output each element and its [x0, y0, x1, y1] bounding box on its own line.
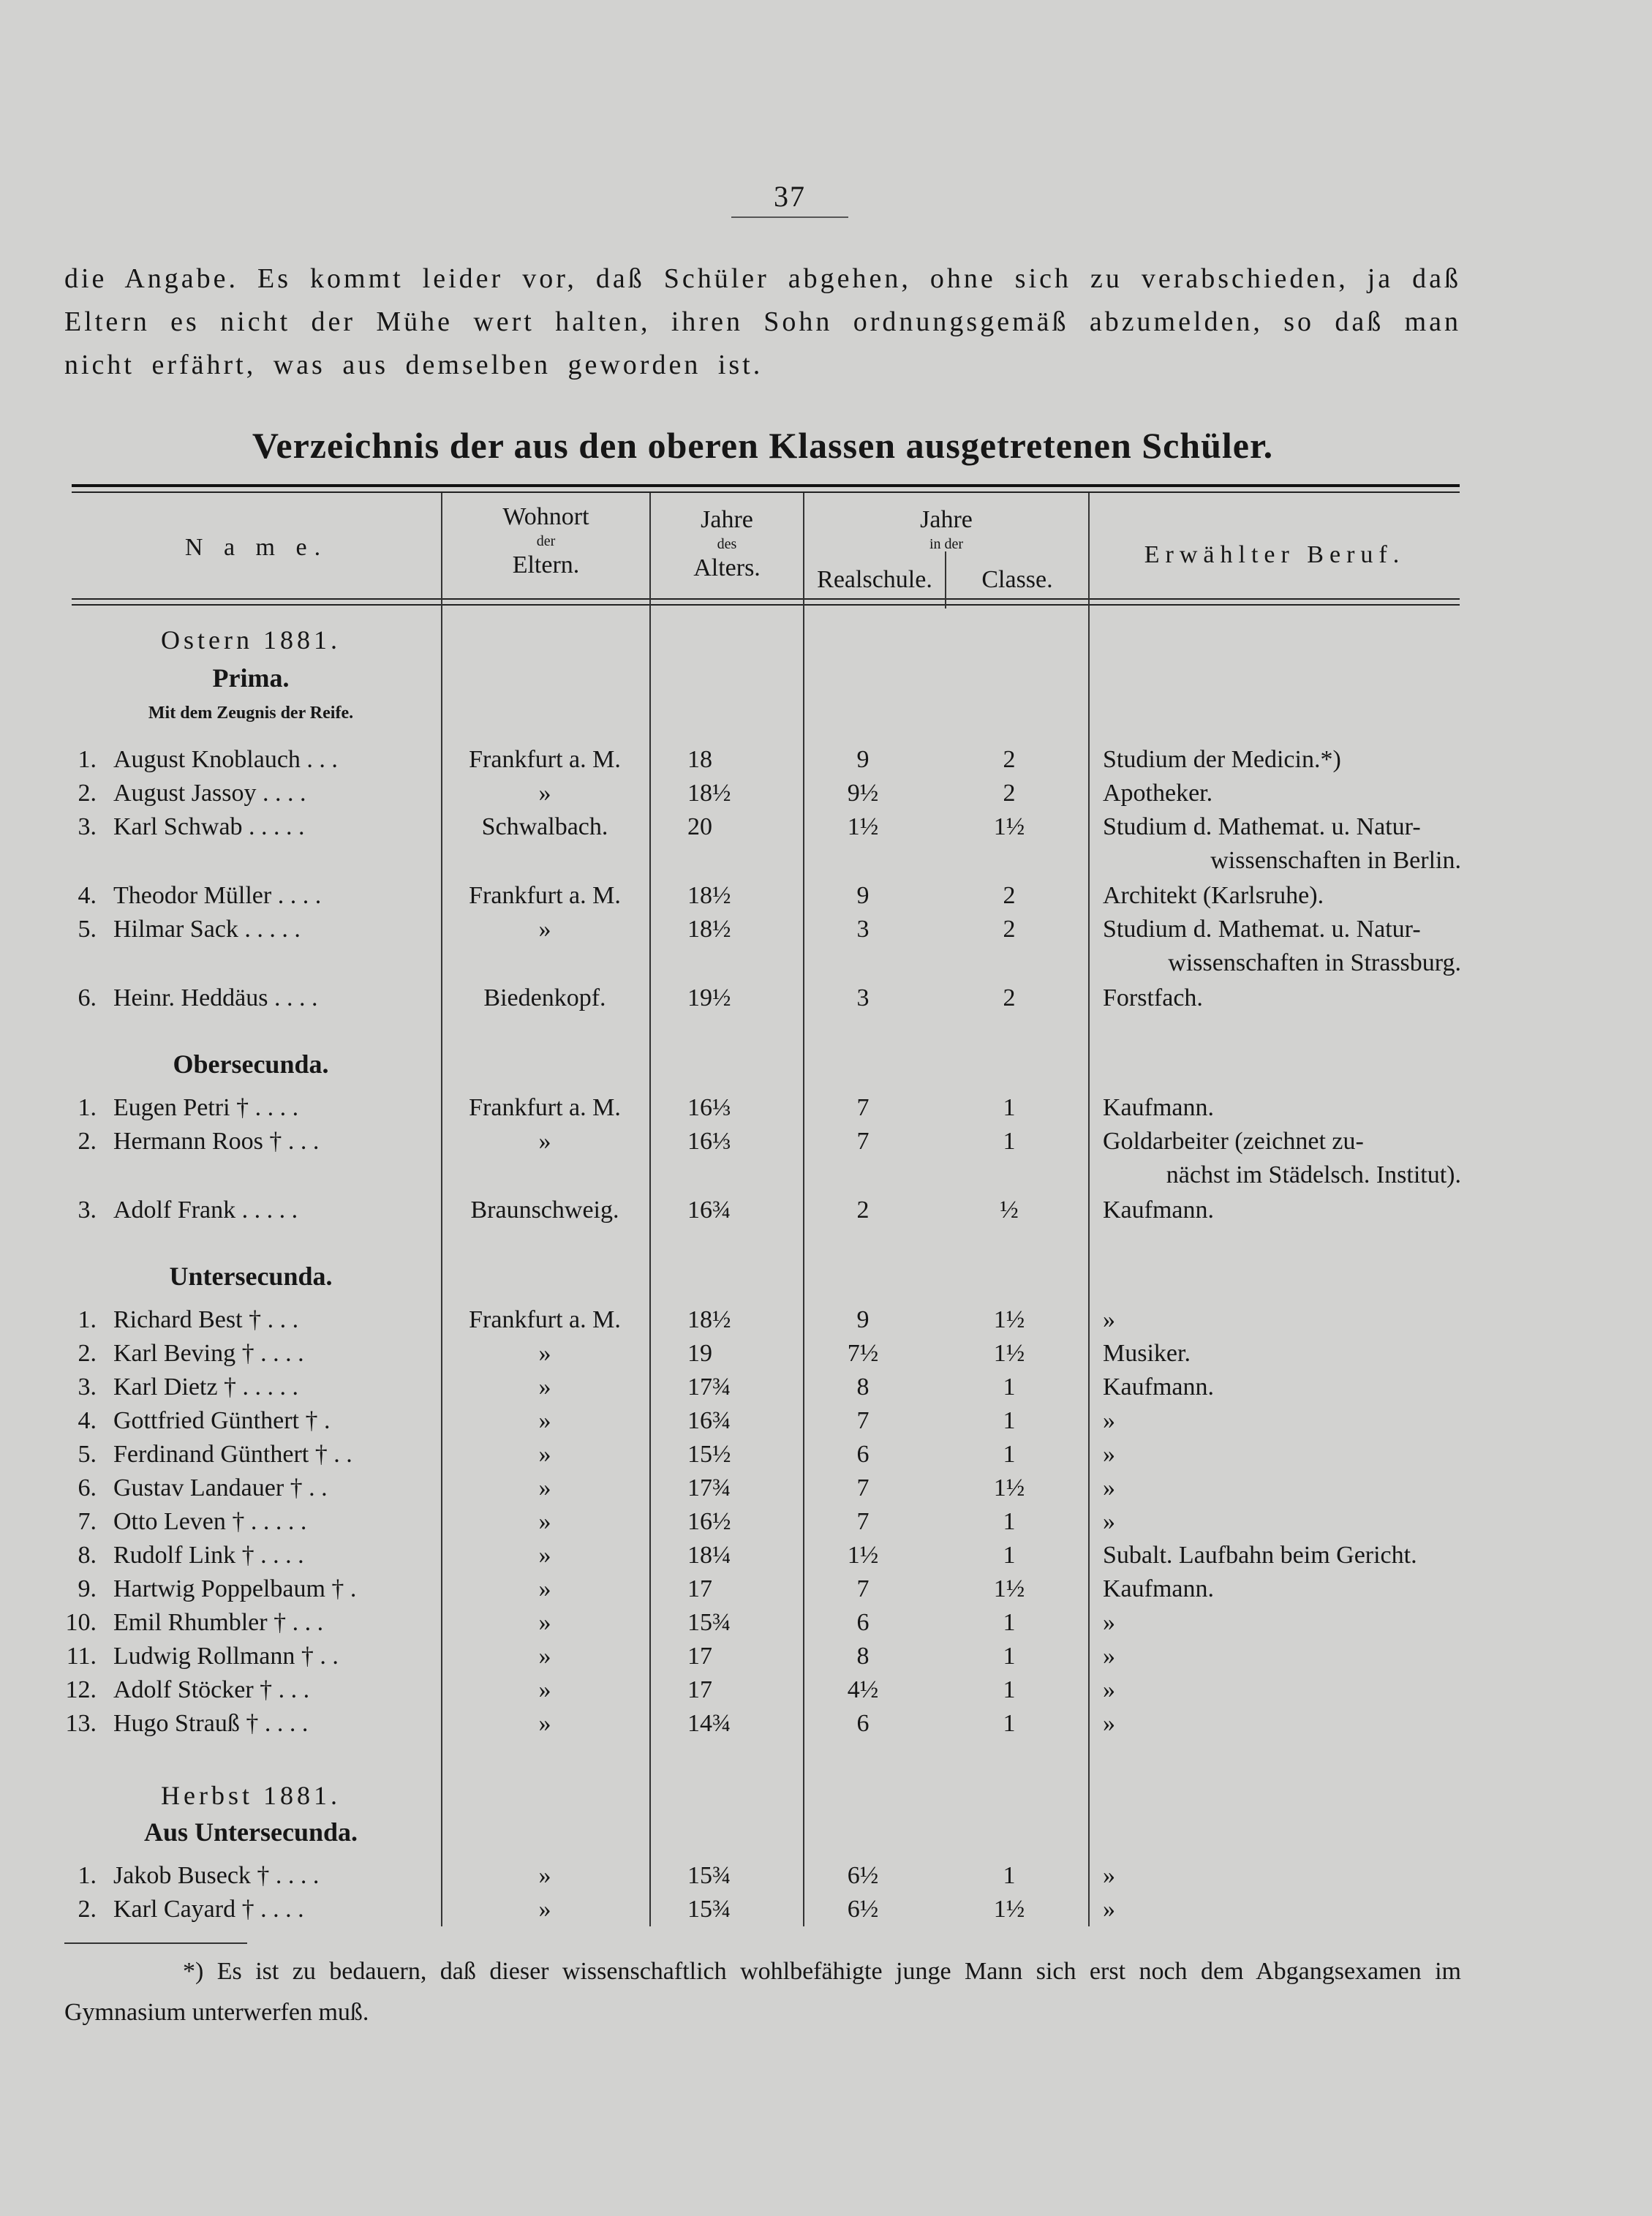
cell-realschule: 7½ — [847, 1340, 879, 1367]
cell-nr: 2. — [78, 780, 97, 807]
cell-name: Karl Beving † . . . . — [113, 1340, 304, 1367]
table-row — [0, 1404, 1652, 1438]
cell-wohnort: » — [538, 1508, 551, 1535]
cell-classe: 1 — [1003, 1542, 1016, 1569]
section-aus-untersecunda: Aus Untersecunda. — [143, 1817, 358, 1847]
cell-wohnort: Frankfurt a. M. — [469, 1306, 621, 1333]
header-classe: Classe. — [981, 566, 1053, 593]
cell-name: Karl Schwab . . . . . — [113, 813, 305, 840]
section-ostern: Ostern 1881. — [161, 625, 341, 655]
cell-wohnort: » — [538, 1407, 551, 1434]
cell-realschule: 7 — [856, 1474, 870, 1501]
cell-alter: 19½ — [687, 984, 731, 1011]
cell-classe: ½ — [1000, 1196, 1019, 1224]
cell-alter: 16¾ — [687, 1407, 731, 1434]
cell-realschule: 1½ — [847, 1542, 879, 1569]
cell-name: Richard Best † . . . — [113, 1306, 299, 1333]
cell-beruf: » — [1103, 1508, 1115, 1535]
header-wohnort-line1: Wohnort — [502, 503, 589, 530]
cell-nr: 6. — [78, 984, 97, 1011]
cell-alter: 18½ — [687, 882, 731, 909]
table-row — [0, 913, 1652, 946]
cell-name: Adolf Frank . . . . . — [113, 1196, 298, 1224]
header-wohnort — [442, 502, 649, 581]
section-prima: Prima. — [212, 663, 290, 693]
cell-name: Hugo Strauß † . . . . — [113, 1710, 309, 1737]
cell-name: Ferdinand Günthert † . . — [113, 1441, 352, 1468]
cell-classe: 2 — [1003, 746, 1016, 773]
cell-classe: 1 — [1003, 1407, 1016, 1434]
cell-classe: 1½ — [993, 1474, 1025, 1501]
cell-realschule: 7 — [856, 1508, 870, 1535]
page-number: 37 — [731, 179, 848, 218]
cell-beruf: Musiker. — [1103, 1340, 1191, 1367]
cell-realschule: 7 — [856, 1575, 870, 1602]
cell-beruf: » — [1103, 1676, 1115, 1703]
cell-wohnort: » — [538, 916, 551, 943]
cell-realschule: 8 — [856, 1373, 870, 1401]
cell-beruf: Goldarbeiter (zeichnet zu- — [1103, 1128, 1364, 1155]
cell-wohnort: » — [538, 1128, 551, 1155]
cell-name: August Jassoy . . . . — [113, 780, 306, 807]
table-row — [0, 1707, 1652, 1741]
cell-nr: 4. — [78, 882, 97, 909]
cell-name: Gustav Landauer † . . — [113, 1474, 328, 1501]
section-untersecunda: Untersecunda. — [169, 1262, 333, 1291]
table-row — [0, 1572, 1652, 1606]
section-obersecunda: Obersecunda. — [173, 1049, 329, 1079]
cell-wohnort: » — [538, 1542, 551, 1569]
cell-beruf-continued: nächst im Städelsch. Institut). — [1166, 1161, 1461, 1188]
table-rule-top-thin — [72, 491, 1460, 493]
cell-alter: 19 — [687, 1340, 712, 1367]
cell-alter: 16½ — [687, 1508, 731, 1535]
cell-alter: 17 — [687, 1643, 712, 1670]
cell-classe: 1 — [1003, 1441, 1016, 1468]
cell-nr: 3. — [78, 1196, 97, 1224]
cell-alter: 18½ — [687, 916, 731, 943]
cell-beruf: » — [1103, 1407, 1115, 1434]
cell-wohnort: Braunschweig. — [470, 1196, 619, 1224]
cell-beruf: » — [1103, 1474, 1115, 1501]
cell-alter: 16⅓ — [687, 1128, 731, 1155]
cell-wohnort: » — [538, 1373, 551, 1401]
cell-realschule: 6 — [856, 1710, 870, 1737]
cell-name: Eugen Petri † . . . . — [113, 1094, 299, 1121]
table-row — [0, 981, 1652, 1015]
header-beruf: Erwählter Beruf. — [1144, 541, 1406, 568]
table-row — [0, 1194, 1652, 1227]
cell-beruf: Subalt. Laufbahn beim Gericht. — [1103, 1542, 1417, 1569]
cell-name: Adolf Stöcker † . . . — [113, 1676, 310, 1703]
footnote-rule — [64, 1942, 247, 1944]
cell-alter: 17¾ — [687, 1373, 731, 1401]
cell-realschule: 9 — [856, 1306, 870, 1333]
header-jahre-line2: in der — [929, 536, 964, 552]
cell-nr: 3. — [78, 813, 97, 840]
list-title: Verzeichnis der aus den oberen Klassen ausgetretenen Schüler. — [252, 425, 1274, 466]
cell-classe: 1½ — [993, 1896, 1025, 1923]
cell-nr: 1. — [78, 1094, 97, 1121]
cell-nr: 2. — [78, 1896, 97, 1923]
header-name: N a m e. — [184, 534, 328, 561]
cell-realschule: 6 — [856, 1609, 870, 1636]
cell-nr: 1. — [78, 1862, 97, 1889]
cell-beruf: Forstfach. — [1103, 984, 1203, 1011]
table-row — [0, 1673, 1652, 1707]
cell-alter: 17 — [687, 1575, 712, 1602]
cell-name: Rudolf Link † . . . . — [113, 1542, 304, 1569]
cell-classe: 2 — [1003, 984, 1016, 1011]
table-row — [0, 1640, 1652, 1673]
cell-classe: 1½ — [993, 1306, 1025, 1333]
cell-alter: 17 — [687, 1676, 712, 1703]
cell-wohnort: Biedenkopf. — [483, 984, 606, 1011]
cell-nr: 12. — [65, 1676, 97, 1703]
cell-beruf: Kaufmann. — [1103, 1094, 1215, 1121]
cell-name: Hermann Roos † . . . — [113, 1128, 320, 1155]
cell-realschule: 3 — [856, 916, 870, 943]
table-rule-top — [72, 484, 1460, 487]
header-wohnort-line3: Eltern. — [512, 551, 580, 579]
cell-alter: 18 — [687, 746, 712, 773]
cell-beruf: » — [1103, 1643, 1115, 1670]
cell-classe: 1½ — [993, 1575, 1025, 1602]
cell-wohnort: » — [538, 1609, 551, 1636]
cell-realschule: 6½ — [847, 1862, 879, 1889]
cell-beruf-continued: wissenschaften in Berlin. — [1210, 847, 1461, 874]
section-herbst: Herbst 1881. — [161, 1781, 341, 1810]
cell-beruf: Apotheker. — [1103, 780, 1213, 807]
cell-beruf: Studium d. Mathemat. u. Natur- — [1103, 916, 1421, 943]
intro-paragraph: die Angabe. Es kommt leider vor, daß Schüler abgehen, ohne sich zu verabschieden, ja daß Eltern es nicht der Mühe wert halten, ihren Sohn ordnungsgemäß abzumelden, so daß man nicht erfährt, was aus demselben geworden ist. — [64, 263, 1461, 380]
header-rule-thin — [72, 604, 1460, 606]
cell-classe: 2 — [1003, 882, 1016, 909]
cell-name: Heinr. Heddäus . . . . — [113, 984, 318, 1011]
cell-realschule: 6 — [856, 1441, 870, 1468]
cell-wohnort: Frankfurt a. M. — [469, 1094, 621, 1121]
cell-classe: 1 — [1003, 1676, 1016, 1703]
section-mit-reife: Mit dem Zeugnis der Reife. — [148, 704, 354, 723]
cell-wohnort: » — [538, 1340, 551, 1367]
cell-nr: 13. — [65, 1710, 97, 1737]
cell-realschule: 6½ — [847, 1896, 879, 1923]
cell-name: Ludwig Rollmann † . . — [113, 1643, 339, 1670]
cell-wohnort: » — [538, 1862, 551, 1889]
table-row — [0, 777, 1652, 810]
cell-wohnort: » — [538, 1643, 551, 1670]
cell-beruf: » — [1103, 1306, 1115, 1333]
cell-realschule: 8 — [856, 1643, 870, 1670]
cell-name: Gottfried Günthert † . — [113, 1407, 331, 1434]
cell-name: Theodor Müller . . . . — [113, 882, 322, 909]
cell-wohnort: » — [538, 1474, 551, 1501]
cell-realschule: 1½ — [847, 813, 879, 840]
cell-nr: 1. — [78, 746, 97, 773]
header-alter — [651, 505, 803, 584]
cell-nr: 6. — [78, 1474, 97, 1501]
cell-realschule: 9 — [856, 882, 870, 909]
table-row — [0, 1505, 1652, 1539]
cell-beruf: Architekt (Karlsruhe). — [1103, 882, 1324, 909]
table-row — [0, 810, 1652, 844]
cell-nr: 4. — [78, 1407, 97, 1434]
cell-classe: 1 — [1003, 1862, 1016, 1889]
cell-beruf: Studium d. Mathemat. u. Natur- — [1103, 813, 1421, 840]
cell-realschule: 4½ — [847, 1676, 879, 1703]
cell-beruf: » — [1103, 1609, 1115, 1636]
cell-nr: 2. — [78, 1128, 97, 1155]
cell-classe: 1 — [1003, 1508, 1016, 1535]
cell-beruf: Studium der Medicin.*) — [1103, 746, 1341, 773]
cell-nr: 3. — [78, 1373, 97, 1401]
cell-alter: 14¾ — [687, 1710, 731, 1737]
cell-nr: 11. — [66, 1643, 97, 1670]
cell-classe: 1 — [1003, 1710, 1016, 1737]
header-rule — [72, 598, 1460, 600]
cell-name: Hartwig Poppelbaum † . — [113, 1575, 357, 1602]
cell-nr: 8. — [78, 1542, 97, 1569]
cell-realschule: 7 — [856, 1128, 870, 1155]
cell-name: Karl Dietz † . . . . . — [113, 1373, 299, 1401]
cell-realschule: 7 — [856, 1407, 870, 1434]
table-row — [0, 1371, 1652, 1404]
cell-beruf: Kaufmann. — [1103, 1196, 1215, 1224]
header-alter-line3: Alters. — [693, 554, 761, 581]
table-row — [0, 879, 1652, 913]
cell-realschule: 2 — [856, 1196, 870, 1224]
table-row — [0, 1337, 1652, 1371]
cell-alter: 16¾ — [687, 1196, 731, 1224]
cell-alter: 15¾ — [687, 1896, 731, 1923]
cell-classe: 2 — [1003, 780, 1016, 807]
cell-wohnort: Frankfurt a. M. — [469, 746, 621, 773]
cell-realschule: 9½ — [847, 780, 879, 807]
cell-name: August Knoblauch . . . — [113, 746, 338, 773]
cell-classe: 1 — [1003, 1094, 1016, 1121]
header-realschule: Realschule. — [817, 566, 932, 593]
cell-nr: 7. — [78, 1508, 97, 1535]
footnote: *) Es ist zu bedauern, daß dieser wissenschaftlich wohlbefähigte junge Mann sich erst noch dem Abgangsexamen im Gymnasium unterwerfen muß. — [64, 1958, 1461, 2026]
cell-name: Emil Rhumbler † . . . — [113, 1609, 324, 1636]
cell-realschule: 3 — [856, 984, 870, 1011]
cell-alter: 15¾ — [687, 1609, 731, 1636]
cell-nr: 9. — [78, 1575, 97, 1602]
cell-alter: 16⅓ — [687, 1094, 731, 1121]
cell-nr: 10. — [65, 1609, 97, 1636]
cell-realschule: 7 — [856, 1094, 870, 1121]
cell-alter: 18¼ — [687, 1542, 731, 1569]
cell-beruf: Kaufmann. — [1103, 1373, 1215, 1401]
cell-alter: 17¾ — [687, 1474, 731, 1501]
table-row — [0, 1125, 1652, 1158]
cell-beruf: » — [1103, 1862, 1115, 1889]
cell-wohnort: Schwalbach. — [481, 813, 608, 840]
cell-alter: 18½ — [687, 780, 731, 807]
cell-nr: 5. — [78, 916, 97, 943]
cell-wohnort: » — [538, 1896, 551, 1923]
table-row — [0, 1893, 1652, 1926]
header-jahre-line1: Jahre — [920, 506, 973, 533]
table-row — [0, 743, 1652, 777]
cell-wohnort: » — [538, 1441, 551, 1468]
cell-nr: 2. — [78, 1340, 97, 1367]
cell-classe: 1 — [1003, 1128, 1016, 1155]
cell-classe: 1 — [1003, 1643, 1016, 1670]
cell-alter: 15¾ — [687, 1862, 731, 1889]
cell-alter: 20 — [687, 813, 712, 840]
table-row — [0, 1091, 1652, 1125]
cell-beruf-continued: wissenschaften in Strassburg. — [1168, 949, 1461, 976]
cell-classe: 1 — [1003, 1373, 1016, 1401]
cell-classe: 1½ — [993, 813, 1025, 840]
cell-classe: 1 — [1003, 1609, 1016, 1636]
cell-wohnort: Frankfurt a. M. — [469, 882, 621, 909]
cell-classe: 1½ — [993, 1340, 1025, 1367]
table-row — [0, 1539, 1652, 1572]
cell-wohnort: » — [538, 1575, 551, 1602]
cell-beruf: » — [1103, 1710, 1115, 1737]
cell-wohnort: » — [538, 1710, 551, 1737]
header-alter-line2: des — [717, 536, 737, 552]
cell-name: Hilmar Sack . . . . . — [113, 916, 301, 943]
table-row — [0, 1859, 1652, 1893]
header-jahre — [804, 505, 1088, 553]
cell-wohnort: » — [538, 780, 551, 807]
cell-wohnort: » — [538, 1676, 551, 1703]
cell-beruf: » — [1103, 1896, 1115, 1923]
cell-name: Jakob Buseck † . . . . — [113, 1862, 320, 1889]
cell-alter: 18½ — [687, 1306, 731, 1333]
cell-classe: 2 — [1003, 916, 1016, 943]
cell-realschule: 9 — [856, 746, 870, 773]
table-row — [0, 1471, 1652, 1505]
cell-name: Karl Cayard † . . . . — [113, 1896, 304, 1923]
cell-nr: 5. — [78, 1441, 97, 1468]
header-wohnort-line2: der — [536, 533, 556, 549]
table-row — [0, 1303, 1652, 1337]
header-alter-line1: Jahre — [701, 506, 753, 533]
cell-beruf: Kaufmann. — [1103, 1575, 1215, 1602]
cell-nr: 1. — [78, 1306, 97, 1333]
cell-name: Otto Leven † . . . . . — [113, 1508, 307, 1535]
table-row — [0, 1606, 1652, 1640]
table-row — [0, 1438, 1652, 1471]
cell-alter: 15½ — [687, 1441, 731, 1468]
cell-beruf: » — [1103, 1441, 1115, 1468]
